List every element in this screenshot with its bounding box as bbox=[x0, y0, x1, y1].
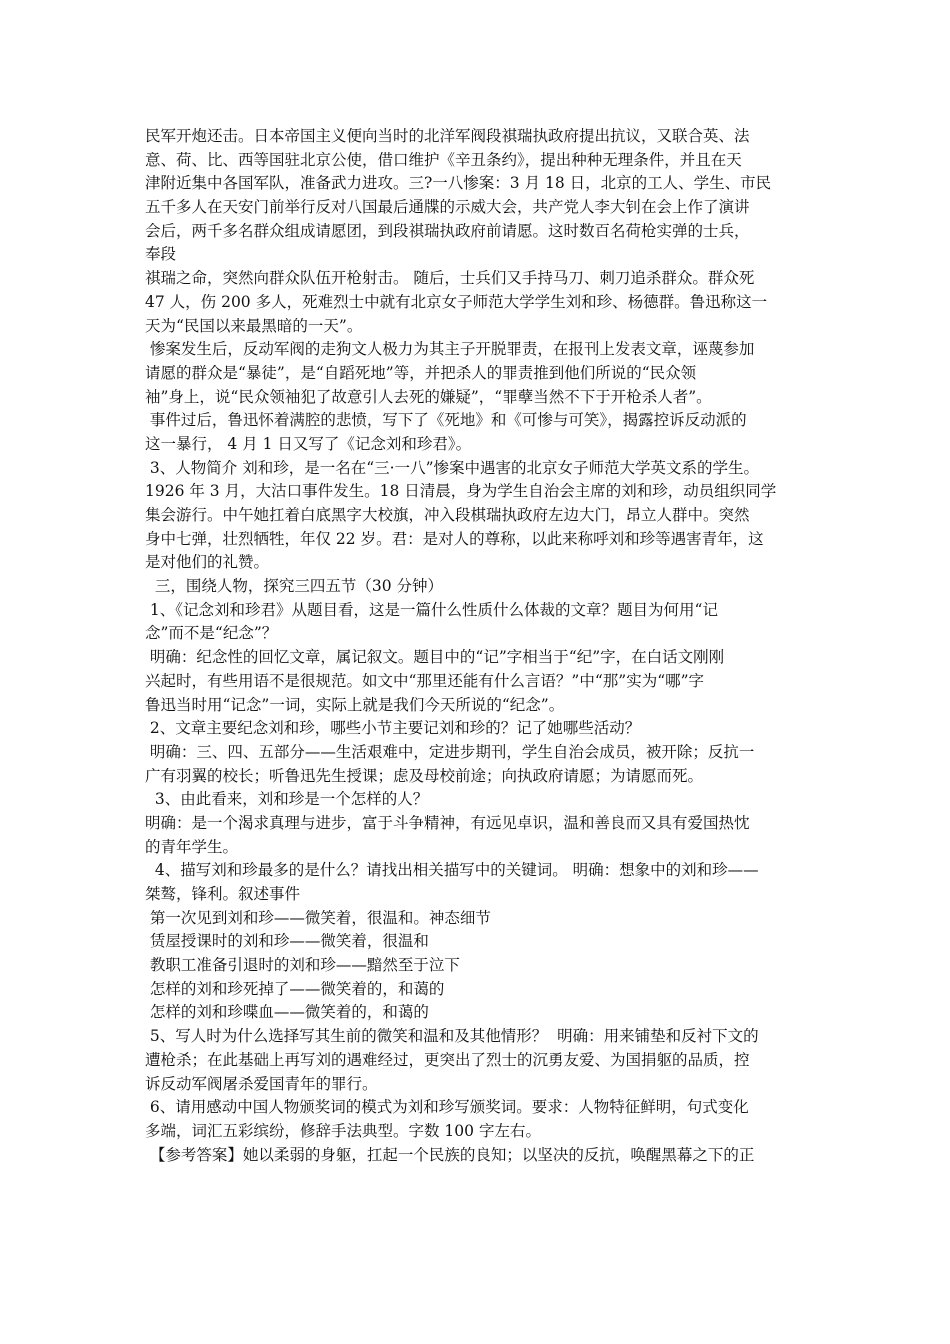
list-item: 第一次见到刘和珍——微笑着，很温和。神态细节 bbox=[145, 908, 491, 927]
text-line: 意、荷、比、西等国驻北京公使，借口维护《辛丑条约》，提出种种无理条件，并且在天 bbox=[145, 150, 742, 169]
text-line: 身中七弹，壮烈牺牲，年仅 22 岁。君：是对人的尊称，以此来称呼刘和珍等遇害青年，这 bbox=[145, 529, 764, 548]
list-item: 怎样的刘和珍死掉了——微笑着的，和蔼的 bbox=[145, 979, 445, 998]
list-item: 赁屋授课时的刘和珍——微笑着，很温和 bbox=[145, 932, 429, 951]
reference-answer-line: 【参考答案】她以柔弱的身躯，扛起一个民族的良知；以坚决的反抗，唤醒黑幕之下的正 bbox=[145, 1145, 755, 1164]
text-line: 桀骜，锋利。叙述事件 bbox=[145, 885, 301, 903]
text-line: 祺瑞之命，突然向群众队伍开枪射击。 随后，士兵们又手持马刀、刺刀追杀群众。群众死 bbox=[145, 269, 755, 288]
document-body bbox=[145, 125, 825, 1167]
text-line: 惨案发生后，反动军阀的走狗文人极力为其主子开脱罪责，在报刊上发表文章，诬蔑参加 bbox=[145, 340, 755, 359]
text-line: 是对他们的礼赞。 bbox=[145, 553, 270, 572]
text-line: 鲁迅当时用“记念”一词，实际上就是我们今天所说的“纪念”。 bbox=[145, 695, 565, 714]
question-line: 6、请用感动中国人物颁奖词的模式为刘和珍写颁奖词。要求：人物特征鲜明，句式变化 bbox=[145, 1098, 749, 1117]
text-line: 兴起时，有些用语不是很规范。如文中“那里还能有什么言语？”中“那”实为“哪”字 bbox=[145, 671, 705, 690]
question-line: 3、由此看来，刘和珍是一个怎样的人？ bbox=[145, 790, 429, 809]
question-line: 2、文章主要纪念刘和珍，哪些小节主要记刘和珍的？记了她哪些活动？ bbox=[145, 719, 641, 738]
answer-line: 明确：是一个渴求真理与进步，富于斗争精神，有远见卓识，温和善良而又具有爱国热忱 bbox=[145, 813, 750, 832]
list-item: 怎样的刘和珍喋血——微笑着的，和蔼的 bbox=[145, 1003, 429, 1022]
answer-line: 明确：三、四、五部分——生活艰难中，定进步期刊，学生自治会成员，被开除；反抗一 bbox=[145, 742, 755, 761]
section-heading: 三，围绕人物，探究三四五节（30 分钟） bbox=[145, 577, 444, 596]
text-line: 民军开炮还击。日本帝国主义便向当时的北洋军阀段祺瑞执政府提出抗议，又联合英、法 bbox=[145, 127, 750, 145]
text-line: 这一暴行， 4 月 1 日又写了《记念刘和珍君》。 bbox=[145, 434, 472, 453]
text-line: 诉反动军阀屠杀爱国青年的罪行。 bbox=[145, 1074, 378, 1093]
text-line: 天为“民国以来最黑暗的一天”。 bbox=[145, 316, 363, 335]
text-line: 念”而不是“纪念”？ bbox=[145, 624, 278, 643]
question-line: 5、写人时为什么选择写其生前的微笑和温和及其他情形？ 明确：用来铺垫和反衬下文的 bbox=[145, 1027, 759, 1046]
list-item: 教职工准备引退时的刘和珍——黯然至于泣下 bbox=[145, 956, 460, 975]
question-line: 1、《记念刘和珍君》从题目看，这是一篇什么性质什么体裁的文章？题目为何用“记 bbox=[145, 600, 718, 619]
text-line: 袖”身上，说“民众领袖犯了故意引人去死的嫌疑”，“罪孽当然不下于开枪杀人者”。 bbox=[145, 387, 712, 406]
text-line: 会后，两千多名群众组成请愿团，到段祺瑞执政府前请愿。这时数百名荷枪实弹的士兵， bbox=[145, 221, 750, 240]
text-line: 请愿的群众是“暴徒”，是“自蹈死地”等，并把杀人的罪责推到他们所说的“民众领 bbox=[145, 363, 697, 382]
answer-line: 明确：纪念性的回忆文章，属记叙文。题目中的“记”字相当于“纪”字，在白话文刚刚 bbox=[145, 648, 725, 667]
text-line: 奉段 bbox=[145, 245, 177, 264]
text-line: 多端，词汇五彩缤纷，修辞手法典型。字数 100 字左右。 bbox=[145, 1121, 541, 1140]
text-line: 47 人，伤 200 多人，死难烈士中就有北京女子师范大学学生刘和珍、杨德群。鲁迅称这一 bbox=[145, 292, 768, 311]
question-line: 4、描写刘和珍最多的是什么？请找出相关描写中的关键词。 明确：想象中的刘和珍—— bbox=[145, 861, 759, 880]
text-line: 1926 年 3 月，大沽口事件发生。18 日清晨，身为学生自治会主席的刘和珍，动员组织同学 bbox=[145, 482, 777, 501]
text-line: 五千多人在天安门前举行反对八国最后通牒的示威大会，共产党人李大钊在会上作了演讲 bbox=[145, 198, 750, 217]
text-line: 津附近集中各国军队，准备武力进攻。三?一八惨案：3 月 18 日，北京的工人、学生、市民 bbox=[145, 174, 772, 193]
text-line: 3、人物简介 刘和珍，是一名在“三·一八”惨案中遇害的北京女子师范大学英文系的学生。 bbox=[145, 458, 759, 477]
text-line: 遭枪杀；在此基础上再写刘的遇难经过，更突出了烈士的沉勇友爱、为国捐躯的品质，控 bbox=[145, 1050, 750, 1069]
text-line: 广有羽翼的校长；听鲁迅先生授课；虑及母校前途；向执政府请愿；为请愿而死。 bbox=[145, 766, 704, 785]
text-line: 事件过后，鲁迅怀着满腔的悲愤，写下了《死地》和《可惨与可笑》，揭露控诉反动派的 bbox=[145, 411, 747, 430]
text-line: 的青年学生。 bbox=[145, 837, 239, 856]
text-line: 集会游行。中午她扛着白底黑字大校旗，冲入段棋瑞执政府左边大门，昂立人群中。突然 bbox=[145, 506, 750, 524]
